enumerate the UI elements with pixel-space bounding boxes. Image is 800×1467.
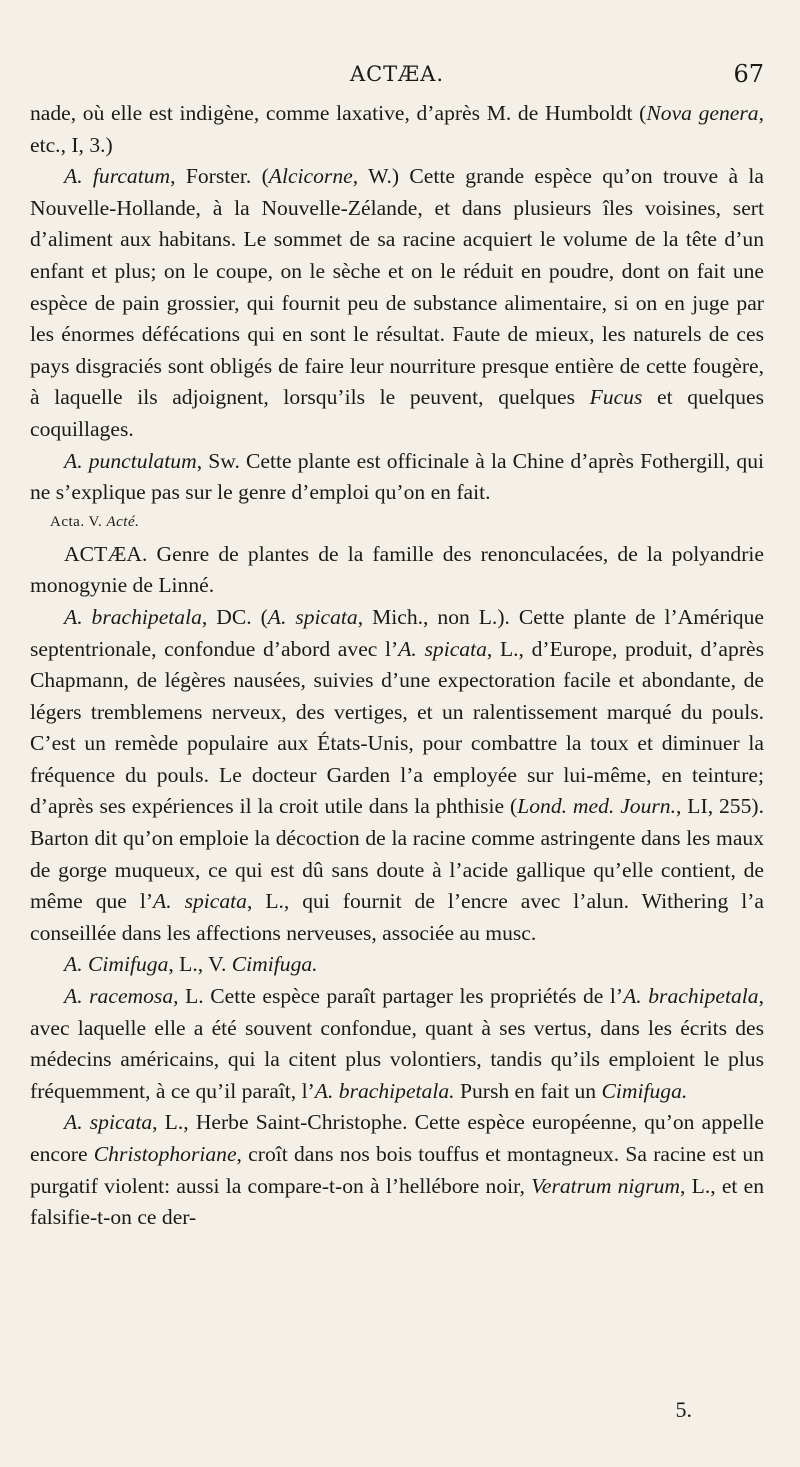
entry-spicata [30, 1107, 764, 1233]
text-segment: , Forster. ( [170, 164, 269, 189]
text-segment: , DC. ( [201, 604, 268, 629]
italic-text-segment: Cimifuga. [231, 952, 318, 977]
text-segment: , Mich., non L.). Cette plante de l’Amérique septentrionale, confondue d’abord avec l’ [30, 604, 764, 661]
italic-text-segment: A. Cimifuga [64, 952, 169, 977]
italic-text-segment: A. brachipetala [64, 604, 202, 629]
italic-text-segment: Cimifuga. [601, 1078, 688, 1103]
italic-text-segment: A. spicata [64, 1110, 153, 1135]
text-segment: , L. Cette espèce paraît partager les propriétés de l’ [173, 984, 624, 1009]
italic-text-segment: Acté. [106, 513, 140, 530]
italic-text-segment: Nova genera [646, 101, 759, 125]
text-segment: , croît dans nos bois touffus et montagneux. Sa racine est un purgatif violent: aussi la compare-t-on à l’hellébore noir, [30, 1142, 764, 1198]
text-segment: , L., Herbe Saint-Christophe. Cette espèce européenne, qu’on appelle encore [30, 1110, 764, 1166]
text-segment: , etc., I, 3.) [30, 101, 764, 157]
italic-text-segment: A. spicata [398, 636, 487, 661]
text-segment: ACTÆA. Genre de plantes de la famille des renonculacées, de la polyandrie monogynie de Linné. [30, 541, 764, 598]
text-segment: , W.) Cette grande espèce qu’on trouve à la Nouvelle-Hollande, à la Nouvelle-Zélande, et dans plusieurs îles voisines, sert d’aliment aux habitans. Le sommet de sa racine acquiert le volume de la tête d’un enfant et plus; on le coupe, on le sèche et on le réduit en poudre, dont on fait une espèce de pain grossier, qui fournit peu de substance alimentaire, si on en juge par les énormes défécations qui en sont le résultat. Faute de mieux, les naturels de ces pays disgraciés sont obligés de faire leur nourriture presque entière de cette fougère, à laquelle ils adjoignent, lorsqu’ils le peuvent, quelques [30, 164, 764, 410]
italic-text-segment: Lond. med. Journ. [517, 794, 676, 819]
text-segment: , L., et en falsifie-t-on ce der- [30, 1173, 764, 1230]
italic-text-segment: A. spicata [267, 604, 358, 629]
text-segment: , L., qui fournit de l’encre avec l’alun. Withering l’a conseillée dans les affections nerveuses, associée au musc. [30, 889, 764, 945]
italic-text-segment: A. spicata [153, 889, 247, 914]
entry-racemosa [30, 981, 764, 1107]
italic-text-segment: A. furcatum [64, 164, 171, 189]
text-segment: Acta. V. [50, 513, 107, 530]
italic-text-segment: A. punctulatum [64, 448, 197, 473]
italic-text-segment: Alcicorne [268, 164, 353, 189]
text-segment: nade, où elle est indigène, comme laxative, d’après M. de Humboldt ( [30, 101, 647, 125]
italic-text-segment: A. racemosa [64, 984, 174, 1009]
text-segment: et quelques coquillages. [30, 385, 764, 441]
genus-heading-actaea [30, 539, 764, 602]
paragraph-continuation [30, 98, 764, 161]
text-body [30, 98, 764, 1234]
text-segment: , Sw. Cette plante est officinale à la Chine d’après Fothergill, qui ne s’explique pas sur le genre d’emploi qu’on en fait. [30, 448, 765, 505]
signature-mark: 5. [675, 1397, 692, 1422]
entry-cimifuga [30, 949, 764, 981]
text-segment: , avec laquelle elle a été souvent confondue, quant à ses vertus, dans les écrits des médecins américains, qui la citent plus volontiers, tandis qu’ils emploient le plus fréquemment, à ce qu’il paraît, l’ [30, 984, 765, 1103]
italic-text-segment: Christophoriane [93, 1142, 237, 1166]
text-segment: Pursh en fait un [454, 1078, 602, 1103]
page-number: 67 [733, 60, 764, 88]
entry-punctulatum [30, 446, 764, 509]
running-head [30, 58, 764, 98]
entry-brachipetala [30, 602, 764, 950]
text-segment: , LI, 255). Barton dit qu’on emploie la décoction de la racine comme astringente dans les maux de gorge muqueux, ce qui est dû sans doute à l’acide gallique qu’elle contient, de même que l’ [30, 794, 764, 914]
running-title: ACTÆA. [349, 62, 445, 86]
text-segment: , L., V. [168, 952, 232, 977]
entry-furcatum [30, 161, 764, 445]
italic-text-segment: Veratrum nigrum [531, 1173, 681, 1198]
italic-text-segment: A. brachipetala [623, 984, 759, 1009]
italic-text-segment: A. brachipetala. [314, 1078, 455, 1103]
italic-text-segment: Fucus [589, 385, 643, 410]
text-segment: , L., d’Europe, produit, d’après Chapmann, de légères nausées, suivies d’une expectoration facile et abondante, de légers tremblemens nerveux, des vertiges, et un ralentissement marqué du pouls. C’est un remède populaire aux États-Unis, pour combattre la toux et diminuer la fréquence du pouls. Le docteur Garden l’a employée sur lui-même, en teinture; d’après ses expériences il la croit utile dans la phthisie ( [30, 636, 764, 819]
cross-reference-acta [30, 509, 764, 535]
